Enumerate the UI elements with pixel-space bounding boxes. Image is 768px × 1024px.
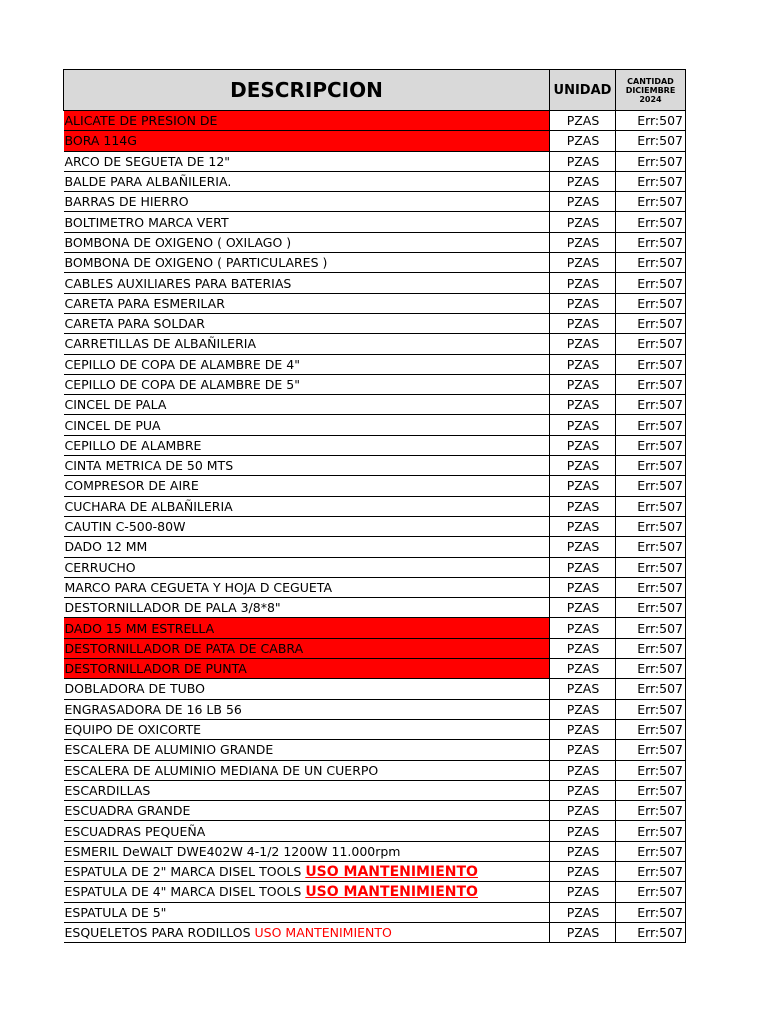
table-row	[64, 882, 686, 902]
item-quantity: Err:507	[616, 496, 686, 516]
table-row	[64, 861, 686, 881]
item-quantity: Err:507	[616, 740, 686, 760]
item-description-text: CEPILLO DE COPA DE ALAMBRE DE 5"	[64, 377, 300, 392]
table-row	[64, 415, 686, 435]
table-row	[64, 740, 686, 760]
item-description-text: CAUTIN C-500-80W	[64, 519, 186, 535]
item-description-text: CINCEL DE PUA	[64, 417, 161, 433]
item-quantity: Err:507	[616, 253, 686, 273]
item-description-text: CEPILLO DE COPA DE ALAMBRE DE 4"	[64, 356, 300, 372]
header-description: DESCRIPCION	[64, 70, 550, 111]
item-quantity: Err:507	[616, 638, 686, 658]
item-description	[64, 374, 550, 394]
table-row	[64, 232, 686, 252]
table-row	[64, 537, 686, 557]
item-unit: PZAS	[550, 293, 616, 313]
item-quantity: Err:507	[616, 598, 686, 618]
table-row	[64, 456, 686, 476]
item-unit: PZAS	[550, 699, 616, 719]
item-unit: PZAS	[550, 922, 616, 942]
item-quantity: Err:507	[616, 293, 686, 313]
item-unit: PZAS	[550, 313, 616, 333]
item-unit: PZAS	[550, 192, 616, 212]
item-description	[64, 618, 550, 638]
table-row	[64, 171, 686, 191]
item-description-text: ESMERIL DeWALT DWE402W 4-1/2 1200W 11.000rpm	[64, 843, 401, 859]
item-description	[64, 922, 550, 942]
item-description	[64, 801, 550, 821]
item-description	[64, 253, 550, 273]
item-description-text: ESQUELETOS PARA RODILLOS	[64, 925, 255, 941]
table-row	[64, 395, 686, 415]
item-unit: PZAS	[550, 841, 616, 861]
header-row	[64, 70, 686, 111]
item-description-text: CINCEL DE PALA	[64, 397, 167, 413]
item-description-text: DOBLADORA DE TUBO	[64, 681, 205, 697]
item-unit: PZAS	[550, 456, 616, 476]
item-quantity: Err:507	[616, 760, 686, 780]
maintenance-note: USO MANTENIMIENTO	[305, 883, 478, 900]
item-description-text: ENGRASADORA DE 16 LB 56	[64, 701, 242, 717]
table-row	[64, 192, 686, 212]
item-description-text: CARETA PARA SOLDAR	[64, 316, 205, 332]
item-description	[64, 131, 550, 151]
item-quantity: Err:507	[616, 577, 686, 597]
item-description-text: DADO 12 MM	[64, 539, 148, 555]
item-description	[64, 679, 550, 699]
table-row	[64, 699, 686, 719]
item-unit: PZAS	[550, 415, 616, 435]
item-unit: PZAS	[550, 354, 616, 374]
table-row	[64, 131, 686, 151]
item-description	[64, 659, 550, 679]
table-row	[64, 659, 686, 679]
header-quantity: CANTIDAD DICIEMBRE 2024	[616, 70, 686, 111]
table-row	[64, 598, 686, 618]
item-quantity: Err:507	[616, 111, 686, 131]
item-description-text: DESTORNILLADOR DE PATA DE CABRA	[64, 640, 304, 656]
item-description-text: CARETA PARA ESMERILAR	[64, 295, 225, 311]
item-description	[64, 882, 550, 902]
item-quantity: Err:507	[616, 212, 686, 232]
item-unit: PZAS	[550, 476, 616, 496]
item-description-text: ESPATULA DE 2" MARCA DISEL TOOLS	[64, 863, 306, 879]
item-description-text: CUCHARA DE ALBAÑILERIA	[64, 498, 233, 514]
item-description	[64, 273, 550, 293]
maintenance-note: USO MANTENIMIENTO	[305, 863, 478, 880]
item-unit: PZAS	[550, 334, 616, 354]
item-description	[64, 821, 550, 841]
item-description-text: BOLTIMETRO MARCA VERT	[64, 214, 229, 230]
header-unit: UNIDAD	[550, 70, 616, 111]
item-description	[64, 861, 550, 881]
item-quantity: Err:507	[616, 273, 686, 293]
item-description-text: EQUIPO DE OXICORTE	[64, 722, 202, 738]
table-row	[64, 841, 686, 861]
item-description	[64, 192, 550, 212]
item-quantity: Err:507	[616, 151, 686, 171]
item-unit: PZAS	[550, 557, 616, 577]
item-description	[64, 537, 550, 557]
item-description	[64, 780, 550, 800]
item-description-text: CEPILLO DE ALAMBRE	[64, 437, 202, 453]
item-quantity: Err:507	[616, 354, 686, 374]
item-description	[64, 232, 550, 252]
item-unit: PZAS	[550, 435, 616, 455]
item-quantity: Err:507	[616, 618, 686, 638]
item-unit: PZAS	[550, 395, 616, 415]
item-unit: PZAS	[550, 253, 616, 273]
item-quantity: Err:507	[616, 374, 686, 394]
item-unit: PZAS	[550, 638, 616, 658]
item-quantity: Err:507	[616, 902, 686, 922]
item-description	[64, 354, 550, 374]
maintenance-note: USO MANTENIMIENTO	[254, 925, 392, 941]
item-description	[64, 740, 550, 760]
table-row	[64, 801, 686, 821]
item-unit: PZAS	[550, 111, 616, 131]
item-quantity: Err:507	[616, 659, 686, 679]
item-description-text: DESTORNILLADOR DE PALA 3/8*8"	[64, 600, 281, 616]
item-unit: PZAS	[550, 801, 616, 821]
item-quantity: Err:507	[616, 821, 686, 841]
item-description	[64, 293, 550, 313]
item-description-text: ARCO DE SEGUETA DE 12"	[64, 153, 231, 169]
item-description-text: CINTA METRICA DE 50 MTS	[64, 458, 234, 474]
item-description-text: ESCARDILLAS	[64, 782, 151, 798]
item-quantity: Err:507	[616, 699, 686, 719]
table-row	[64, 253, 686, 273]
item-unit: PZAS	[550, 821, 616, 841]
table-row	[64, 293, 686, 313]
item-unit: PZAS	[550, 232, 616, 252]
item-unit: PZAS	[550, 273, 616, 293]
item-description	[64, 435, 550, 455]
item-description	[64, 557, 550, 577]
item-description	[64, 902, 550, 922]
item-description-text: ESCALERA DE ALUMINIO MEDIANA DE UN CUERPO	[64, 762, 379, 778]
table-row	[64, 577, 686, 597]
item-unit: PZAS	[550, 902, 616, 922]
item-description-text: ESPATULA DE 4" MARCA DISEL TOOLS	[64, 883, 306, 899]
item-quantity: Err:507	[616, 232, 686, 252]
item-description-text: ESCALERA DE ALUMINIO GRANDE	[64, 742, 274, 758]
item-description	[64, 699, 550, 719]
item-description	[64, 395, 550, 415]
item-unit: PZAS	[550, 780, 616, 800]
table-row	[64, 902, 686, 922]
item-quantity: Err:507	[616, 476, 686, 496]
item-description	[64, 415, 550, 435]
table-row	[64, 374, 686, 394]
table-row	[64, 435, 686, 455]
item-description	[64, 841, 550, 861]
item-unit: PZAS	[550, 719, 616, 739]
item-quantity: Err:507	[616, 192, 686, 212]
item-description-text: BOMBONA DE OXIGENO ( PARTICULARES )	[64, 255, 328, 271]
item-description-text: ESPATULA DE 5"	[64, 904, 167, 920]
item-description	[64, 516, 550, 536]
item-description-text: ESCUADRAS PEQUEÑA	[64, 823, 206, 839]
table-row	[64, 273, 686, 293]
table-row	[64, 516, 686, 536]
table-row	[64, 313, 686, 333]
table-row	[64, 557, 686, 577]
item-description	[64, 638, 550, 658]
item-description-text: CABLES AUXILIARES PARA BATERIAS	[64, 275, 292, 291]
item-description-text: BOMBONA DE OXIGENO ( OXILAGO )	[64, 234, 292, 250]
table-row	[64, 618, 686, 638]
item-description-text: MARCO PARA CEGUETA Y HOJA D CEGUETA	[64, 579, 332, 595]
item-quantity: Err:507	[616, 516, 686, 536]
item-unit: PZAS	[550, 740, 616, 760]
item-unit: PZAS	[550, 496, 616, 516]
table-row	[64, 780, 686, 800]
table-row	[64, 354, 686, 374]
item-description	[64, 212, 550, 232]
item-unit: PZAS	[550, 577, 616, 597]
item-description	[64, 719, 550, 739]
item-quantity: Err:507	[616, 537, 686, 557]
item-quantity: Err:507	[616, 313, 686, 333]
item-quantity: Err:507	[616, 395, 686, 415]
item-quantity: Err:507	[616, 557, 686, 577]
item-unit: PZAS	[550, 861, 616, 881]
item-quantity: Err:507	[616, 841, 686, 861]
table-row	[64, 638, 686, 658]
item-description	[64, 111, 550, 131]
item-quantity: Err:507	[616, 435, 686, 455]
item-unit: PZAS	[550, 882, 616, 902]
item-unit: PZAS	[550, 374, 616, 394]
item-description-text: CERRUCHO	[64, 559, 136, 575]
table-row	[64, 821, 686, 841]
item-description-text: DADO 15 MM ESTRELLA	[64, 620, 215, 636]
item-description-text: ESCUADRA GRANDE	[64, 803, 191, 819]
table-row	[64, 922, 686, 942]
item-quantity: Err:507	[616, 334, 686, 354]
item-description	[64, 456, 550, 476]
item-description	[64, 496, 550, 516]
table-row	[64, 151, 686, 171]
item-description	[64, 577, 550, 597]
item-description-text: BALDE PARA ALBAÑILERIA.	[64, 174, 232, 190]
item-quantity: Err:507	[616, 131, 686, 151]
item-quantity: Err:507	[616, 719, 686, 739]
item-unit: PZAS	[550, 659, 616, 679]
item-unit: PZAS	[550, 598, 616, 618]
item-description	[64, 598, 550, 618]
item-description-text: BORA 114G	[64, 133, 137, 149]
item-unit: PZAS	[550, 131, 616, 151]
item-description-text: DESTORNILLADOR DE PUNTA	[64, 661, 247, 677]
table-row	[64, 719, 686, 739]
item-quantity: Err:507	[616, 780, 686, 800]
item-quantity: Err:507	[616, 415, 686, 435]
item-unit: PZAS	[550, 618, 616, 638]
table-row	[64, 760, 686, 780]
item-unit: PZAS	[550, 537, 616, 557]
item-description-text: COMPRESOR DE AIRE	[64, 478, 199, 494]
item-unit: PZAS	[550, 679, 616, 699]
item-quantity: Err:507	[616, 801, 686, 821]
item-description	[64, 760, 550, 780]
table-row	[64, 476, 686, 496]
item-unit: PZAS	[550, 760, 616, 780]
item-description	[64, 334, 550, 354]
item-description	[64, 476, 550, 496]
item-quantity: Err:507	[616, 861, 686, 881]
item-description-text: BARRAS DE HIERRO	[64, 194, 189, 210]
item-unit: PZAS	[550, 151, 616, 171]
item-quantity: Err:507	[616, 456, 686, 476]
table-row	[64, 679, 686, 699]
item-quantity: Err:507	[616, 679, 686, 699]
table-row	[64, 334, 686, 354]
item-unit: PZAS	[550, 212, 616, 232]
item-description-text: CARRETILLAS DE ALBAÑILERIA	[64, 336, 257, 352]
item-quantity: Err:507	[616, 171, 686, 191]
item-unit: PZAS	[550, 171, 616, 191]
item-description	[64, 313, 550, 333]
inventory-table	[63, 69, 686, 943]
item-description	[64, 151, 550, 171]
item-description-text: ALICATE DE PRESION DE	[64, 113, 218, 129]
table-body	[64, 111, 686, 943]
item-quantity: Err:507	[616, 922, 686, 942]
item-unit: PZAS	[550, 516, 616, 536]
table-row	[64, 496, 686, 516]
item-quantity: Err:507	[616, 882, 686, 902]
item-description	[64, 171, 550, 191]
table-row	[64, 111, 686, 131]
table-row	[64, 212, 686, 232]
